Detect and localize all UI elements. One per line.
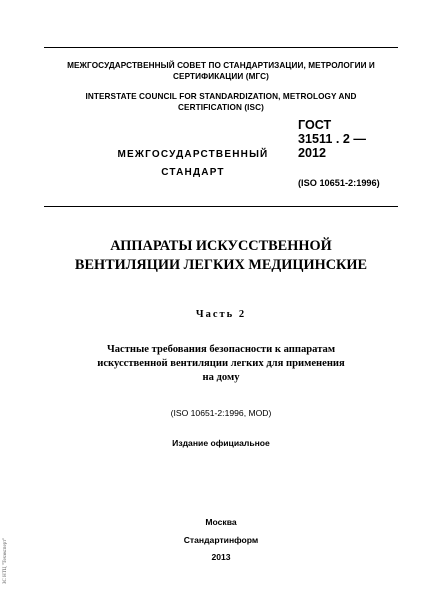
iso-modification: (ISO 10651-2:1996, MOD): [170, 408, 272, 418]
council-en-line-1: INTERSTATE COUNCIL FOR STANDARDIZATION, METROLOGY AND: [85, 92, 357, 101]
subtitle-line-2: искусственной вентиляции легких для применения: [97, 358, 345, 369]
footer-publisher: Стандартинформ: [183, 534, 259, 545]
subtitle-line-1: Частные требования безопасности к аппаратам: [106, 344, 336, 355]
top-rule: [44, 47, 398, 48]
standard-label-line-2: СТАНДАРТ: [161, 167, 225, 178]
title-line-2: ВЕНТИЛЯЦИИ ЛЕГКИХ МЕДИЦИНСКИЕ: [74, 257, 368, 273]
title-line-1: АППАРАТЫ ИСКУССТВЕННОЙ: [110, 238, 332, 254]
council-name-english: [44, 91, 398, 113]
council-name-russian: [44, 60, 398, 82]
council-ru-line-2: СЕРТИФИКАЦИИ (МГС): [173, 72, 269, 81]
gost-number: [298, 118, 398, 160]
council-ru-line-1: МЕЖГОСУДАРСТВЕННЫЙ СОВЕТ ПО СТАНДАРТИЗАЦИИ, МЕТРОЛОГИИ И: [67, 61, 375, 70]
standard-type-label: [108, 146, 278, 182]
document-subtitle: [74, 343, 368, 385]
publication-footer: [44, 514, 398, 567]
part-label: Часть 2: [195, 309, 247, 320]
standard-label-line-1: МЕЖГОСУДАРСТВЕННЫЙ: [117, 149, 269, 160]
footer-city: Москва: [205, 517, 237, 527]
document-title: [44, 237, 398, 275]
gost-line-2: 31511 . 2 —: [298, 132, 366, 146]
edition-label: Издание официальное: [172, 438, 270, 448]
side-stamp: ЗС НТЦ "Техэксперт": [3, 537, 8, 584]
subtitle-line-3: на дому: [202, 372, 240, 383]
gost-line-1: ГОСТ: [298, 118, 332, 132]
iso-reference: (ISO 10651-2:1996): [298, 178, 380, 188]
footer-year: 2013: [211, 552, 231, 562]
council-en-line-2: CERTIFICATION (ISC): [178, 103, 264, 112]
gost-line-3: 2012: [298, 146, 327, 160]
bottom-rule: [44, 206, 398, 207]
